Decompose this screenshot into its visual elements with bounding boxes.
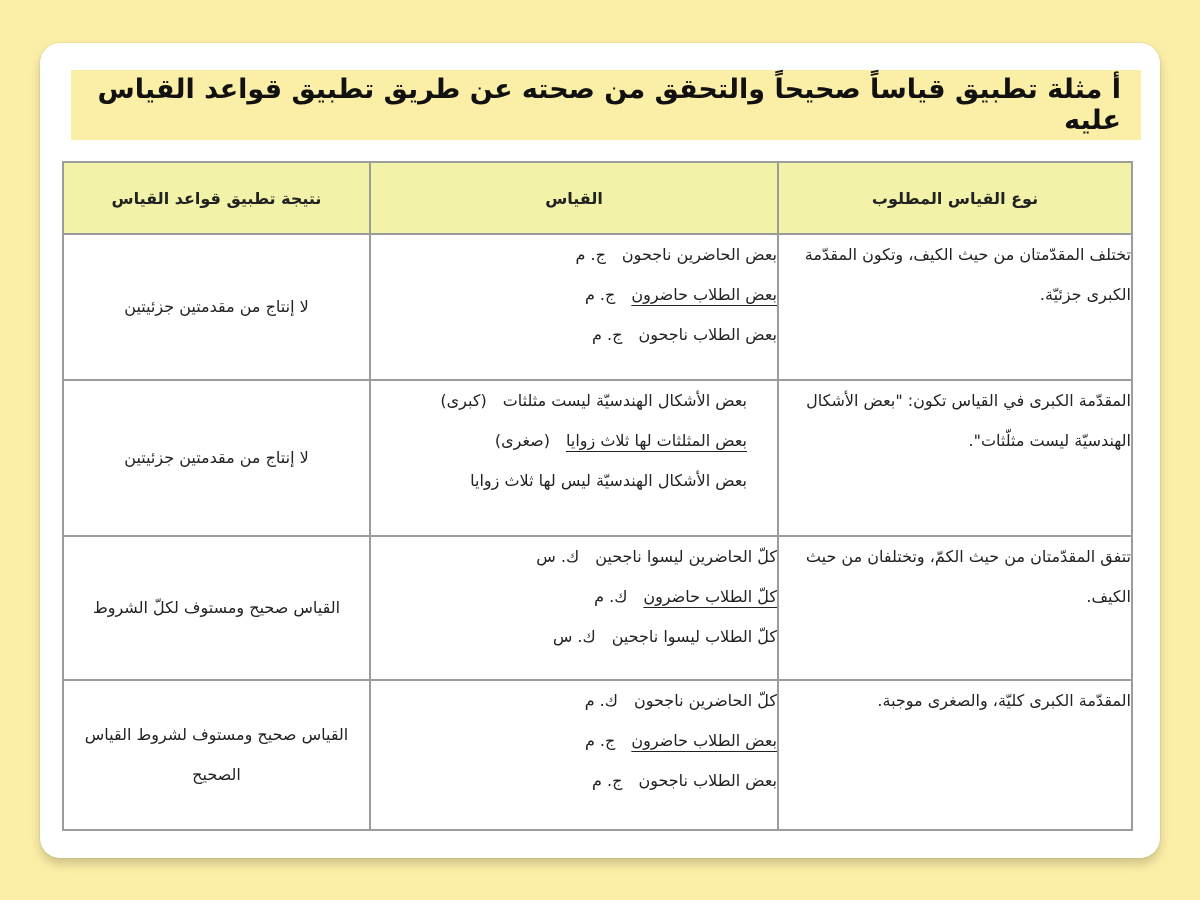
result-text: القياس صحيح ومستوف لشروط القياس الصحيح	[84, 725, 349, 784]
premise-symbol: ج. م	[592, 771, 623, 790]
premise-statement: كلّ الطلاب ليسوا ناجحين	[611, 627, 777, 646]
premise-statement: كلّ الحاضرين ناجحون	[633, 691, 777, 710]
measure-type-cell: تتفق المقدّمتان من حيث الكمّ، وتختلفان من حيث الكيف.	[778, 536, 1132, 680]
measure-type-cell: تختلف المقدّمتان من حيث الكيف، وتكون المقدّمة الكبرى جزئيّة.	[778, 234, 1132, 380]
premise-symbol: ج. م	[584, 285, 616, 304]
table-row	[63, 380, 1132, 536]
premise-line	[371, 235, 777, 275]
measure-cell	[370, 680, 778, 830]
premise-symbol: (صغرى)	[494, 431, 550, 450]
premise-line	[371, 315, 777, 355]
result-text: القياس صحيح ومستوف لكلّ الشروط	[92, 598, 341, 617]
premise-statement: بعض الأشكال الهندسيّة ليست مثلثات	[502, 391, 747, 410]
premise-symbol: (كبرى)	[440, 391, 487, 410]
premise-line	[371, 577, 777, 617]
premise-symbol: ك. س	[552, 627, 596, 646]
title-bar	[71, 70, 1141, 140]
premise-line	[371, 381, 747, 421]
syllogism-table	[62, 161, 1133, 831]
premise-statement: بعض الطلاب ناجحون	[638, 771, 777, 790]
premise-symbol: ك. س	[536, 547, 580, 566]
premise-symbol: ج. م	[584, 731, 616, 750]
premise-statement: كلّ الطلاب حاضرون	[643, 587, 777, 606]
content-card	[40, 43, 1160, 858]
premise-line	[371, 537, 777, 577]
premise-symbol: ج. م	[592, 325, 623, 344]
header-measure: القياس	[370, 162, 778, 234]
premise-symbol: ك. م	[594, 587, 628, 606]
premise-statement: بعض المثلثات لها ثلاث زوايا	[566, 431, 747, 450]
result-cell	[63, 536, 370, 680]
premise-statement: بعض الأشكال الهندسيّة ليس لها ثلاث زوايا	[470, 471, 747, 490]
page-title: أ مثلة تطبيق قياساً صحيحاً والتحقق من صحته عن طريق تطبيق قواعد القياس عليه	[97, 74, 1121, 136]
premise-line	[371, 421, 747, 461]
result-text: لا إنتاج من مقدمتين جزئيتين	[124, 297, 309, 316]
premise-statement: بعض الطلاب حاضرون	[631, 285, 777, 304]
header-type: نوع القياس المطلوب	[778, 162, 1132, 234]
premise-statement: كلّ الحاضرين ليسوا ناجحين	[595, 547, 777, 566]
result-cell	[63, 680, 370, 830]
table-header-row	[63, 162, 1132, 234]
table-row	[63, 680, 1132, 830]
premise-statement: بعض الطلاب ناجحون	[638, 325, 777, 344]
result-cell	[63, 234, 370, 380]
premise-symbol: ج. م	[575, 245, 606, 264]
premise-line	[371, 275, 777, 315]
result-text: لا إنتاج من مقدمتين جزئيتين	[124, 448, 309, 467]
measure-cell	[370, 380, 778, 536]
premise-line	[371, 761, 777, 801]
premise-line	[371, 721, 777, 761]
measure-type-cell: المقدّمة الكبرى كليّة، والصغرى موجبة.	[778, 680, 1132, 830]
premise-statement: بعض الطلاب حاضرون	[631, 731, 777, 750]
result-cell	[63, 380, 370, 536]
premise-statement: بعض الحاضرين ناجحون	[621, 245, 777, 264]
table-row	[63, 536, 1132, 680]
header-result: نتيجة تطبيق قواعد القياس	[63, 162, 370, 234]
premise-symbol: ك. م	[584, 691, 618, 710]
measure-cell	[370, 234, 778, 380]
measure-cell	[370, 536, 778, 680]
premise-line	[371, 681, 777, 721]
premise-line	[371, 461, 747, 501]
measure-type-cell: المقدّمة الكبرى في القياس تكون: "بعض الأشكال الهندسيّة ليست مثلّثات".	[778, 380, 1132, 536]
premise-line	[371, 617, 777, 657]
table-row	[63, 234, 1132, 380]
